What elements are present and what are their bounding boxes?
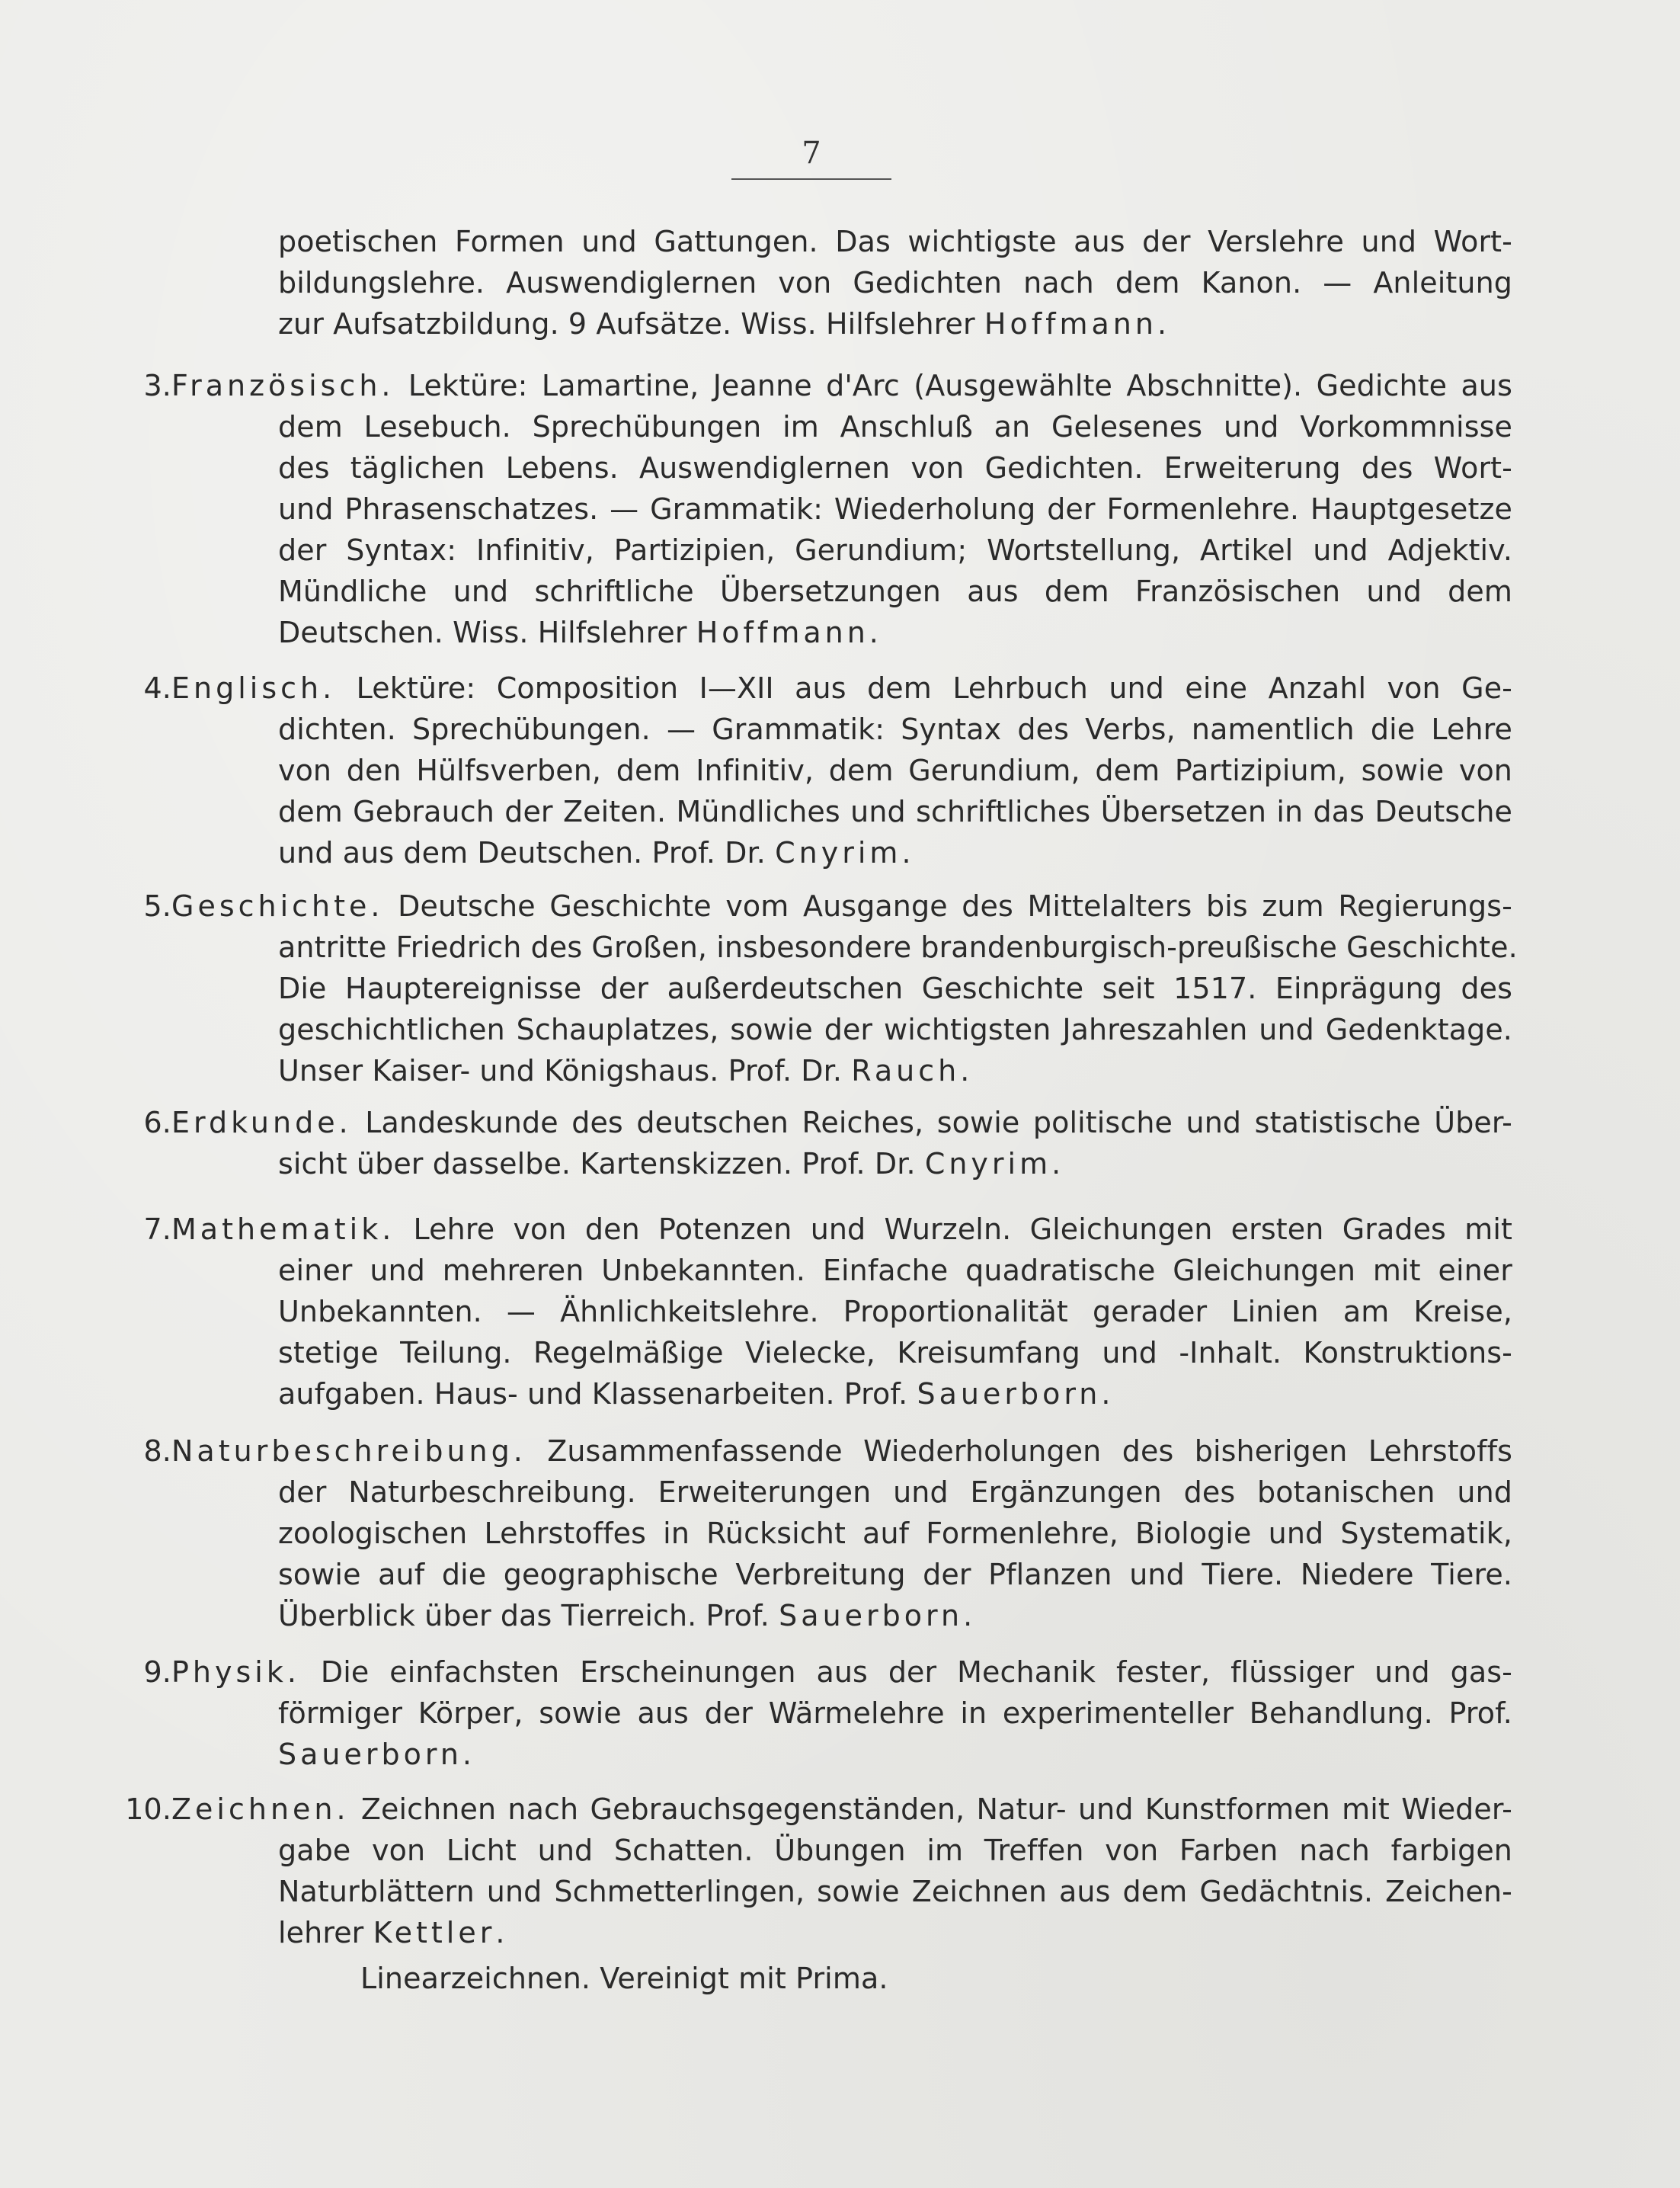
page-number-rule	[731, 178, 891, 180]
paragraph-line: dem Lesebuch. Sprechübungen im Anschluß an Gelesenes und Vorkommnisse	[278, 410, 1512, 444]
line-text: Deutschen. Wiss. Hilfslehrer	[278, 616, 696, 649]
line-text: Unser Kaiser- und Königshaus. Prof. Dr.	[278, 1054, 852, 1088]
teacher-end: .	[1157, 307, 1167, 341]
paragraph-line	[278, 1050, 1512, 1091]
section-first-line	[171, 886, 1512, 927]
paragraph-line: stetige Teilung. Regelmäßige Vielecke, Kreisumfang und -Inhalt. Konstruktions-	[278, 1336, 1512, 1370]
section-mathematik-body	[278, 1250, 1512, 1414]
line-text: Lehre von den Potenzen und Wurzeln. Gleichungen ersten Grades mit	[395, 1213, 1512, 1246]
paragraph-line	[278, 612, 1512, 653]
paragraph-line	[278, 1595, 1512, 1636]
section-number: 3.	[143, 369, 171, 402]
section-title: Geschichte.	[171, 889, 384, 923]
section-title: Mathematik.	[171, 1213, 395, 1246]
section-naturbeschreibung-body	[278, 1472, 1512, 1636]
section-number: 9.	[143, 1655, 171, 1689]
paragraph-line	[278, 1734, 1512, 1775]
paragraph-line: bildungslehre. Auswendiglernen von Gedichten nach dem Kanon. — Anleitung	[278, 266, 1512, 300]
paragraph-line: förmiger Körper, sowie aus der Wärmelehre in experimenteller Behandlung. Prof.	[278, 1696, 1512, 1730]
line-text: Lektüre: Lamartine, Jeanne d'Arc (Ausgewählte Abschnitte). Gedichte aus	[394, 369, 1512, 402]
teacher-name: Cnyrim	[775, 836, 902, 870]
section-geschichte-body	[278, 927, 1518, 1091]
section-first-line	[171, 365, 1512, 406]
paragraph-line: Mündliche und schriftliche Übersetzungen aus dem Französischen und dem	[278, 575, 1512, 608]
section-first-line	[171, 668, 1512, 709]
section-number: 5.	[143, 889, 171, 923]
section-physik-body	[278, 1693, 1512, 1775]
section-erdkunde-body	[278, 1143, 1512, 1184]
section-title: Naturbeschreibung.	[171, 1434, 526, 1468]
paragraph-line: Unbekannten. — Ähnlichkeitslehre. Proportionalität gerader Linien am Kreise,	[278, 1295, 1512, 1328]
section-englisch-body	[278, 709, 1512, 873]
section-title: Physik.	[171, 1655, 300, 1689]
paragraph-line: Linearzeichnen. Vereinigt mit Prima.	[360, 1962, 888, 1995]
teacher-name: Sauerborn	[779, 1599, 964, 1632]
line-text: Lektüre: Composition I—XII aus dem Lehrbuch und eine Anzahl von Ge-	[335, 671, 1512, 705]
paragraph-line	[278, 303, 1512, 344]
line-text: aufgaben. Haus- und Klassenarbeiten. Prof.	[278, 1377, 917, 1411]
section-franzoesisch-body	[278, 406, 1512, 653]
paragraph-line: der Naturbeschreibung. Erweiterungen und Ergänzungen des botanischen und	[278, 1475, 1512, 1509]
paragraph-line: gabe von Licht und Schatten. Übungen im Treffen von Farben nach farbigen	[278, 1834, 1512, 1867]
teacher-end: .	[901, 836, 911, 870]
section-title: Zeichnen.	[171, 1792, 350, 1826]
paragraph-line: des täglichen Lebens. Auswendiglernen von Gedichten. Erweiterung des Wort-	[278, 451, 1512, 485]
paragraph-line: sowie auf die geographische Verbreitung der Pflanzen und Tiere. Niedere Tiere.	[278, 1558, 1512, 1591]
line-text: sicht über dasselbe. Kartenskizzen. Prof. Dr.	[278, 1147, 925, 1180]
line-text: und aus dem Deutschen. Prof. Dr.	[278, 836, 776, 870]
teacher-end: .	[462, 1738, 472, 1771]
paragraph-line: zoologischen Lehrstoffes in Rücksicht auf Formenlehre, Biologie und Systematik,	[278, 1517, 1512, 1550]
teacher-name: Kettler	[373, 1916, 496, 1949]
paragraph-line	[278, 1143, 1512, 1184]
paragraph-line	[278, 1912, 1512, 1953]
teacher-name: Cnyrim	[924, 1147, 1052, 1180]
section-first-line	[171, 1102, 1512, 1143]
paragraph-line: dichten. Sprechübungen. — Grammatik: Syntax des Verbs, namentlich die Lehre	[278, 713, 1512, 746]
paragraph-line	[278, 832, 1512, 873]
section-number: 6.	[143, 1106, 171, 1139]
page-number: 7	[802, 136, 821, 171]
paragraph-line: der Syntax: Infinitiv, Partizipien, Gerundium; Wortstellung, Artikel und Adjektiv.	[278, 533, 1512, 567]
section-zeichnen-extra	[360, 1958, 1503, 1999]
teacher-name: Hoffmann	[696, 616, 869, 649]
teacher-end: .	[960, 1054, 970, 1088]
paragraph-line: antritte Friedrich des Großen, insbesondere brandenburgisch-preußische Geschichte.	[278, 931, 1518, 964]
line-text: lehrer	[278, 1916, 373, 1949]
paragraph-line: dem Gebrauch der Zeiten. Mündliches und schriftliches Übersetzen in das Deutsche	[278, 795, 1512, 828]
section-title: Erdkunde.	[171, 1106, 352, 1139]
continuation-paragraph	[278, 221, 1512, 344]
paragraph-line: Naturblättern und Schmetterlingen, sowie Zeichnen aus dem Gedächtnis. Zeichen-	[278, 1875, 1512, 1908]
paragraph-line: und Phrasenschatzes. — Grammatik: Wiederholung der Formenlehre. Hauptgesetze	[278, 492, 1512, 526]
section-first-line	[171, 1651, 1512, 1693]
line-text: Deutsche Geschichte vom Ausgange des Mittelalters bis zum Regierungs-	[383, 889, 1512, 923]
line-text: Die einfachsten Erscheinungen aus der Mechanik fester, flüssiger und gas-	[299, 1655, 1512, 1689]
paragraph-line	[278, 1373, 1512, 1414]
teacher-name: Sauerborn	[278, 1738, 462, 1771]
paragraph-line: einer und mehreren Unbekannten. Einfache quadratische Gleichungen mit einer	[278, 1254, 1512, 1287]
teacher-name: Hoffmann	[984, 307, 1157, 341]
section-title: Französisch.	[171, 369, 395, 402]
teacher-name: Rauch	[851, 1054, 961, 1088]
paragraph-line: geschichtlichen Schauplatzes, sowie der wichtigsten Jahreszahlen und Gedenktage.	[278, 1013, 1512, 1046]
line-text: zur Aufsatzbildung. 9 Aufsätze. Wiss. Hilfslehrer	[278, 307, 984, 341]
line-text: Zusammenfassende Wiederholungen des bisherigen Lehrstoffs	[526, 1434, 1512, 1468]
section-number: 7.	[143, 1213, 171, 1246]
section-first-line	[171, 1789, 1512, 1830]
teacher-end: .	[1101, 1377, 1111, 1411]
teacher-end: .	[1051, 1147, 1061, 1180]
paragraph-line: von den Hülfsverben, dem Infinitiv, dem Gerundium, dem Partizipium, sowie von	[278, 754, 1512, 787]
teacher-end: .	[495, 1916, 505, 1949]
section-number: 4.	[143, 671, 171, 705]
line-text: Landeskunde des deutschen Reiches, sowie politische und statistische Über-	[351, 1106, 1512, 1139]
section-first-line	[171, 1430, 1512, 1472]
line-text: Überblick über das Tierreich. Prof.	[278, 1599, 779, 1632]
teacher-end: .	[869, 616, 878, 649]
teacher-name: Sauerborn	[917, 1377, 1102, 1411]
paragraph-line: Die Hauptereignisse der außerdeutschen Geschichte seit 1517. Einprägung des	[278, 972, 1512, 1005]
section-title: Englisch.	[171, 671, 336, 705]
paragraph-line: poetischen Formen und Gattungen. Das wichtigste aus der Verslehre und Wort-	[278, 225, 1512, 258]
teacher-end: .	[963, 1599, 973, 1632]
section-zeichnen-body	[278, 1830, 1512, 1953]
section-first-line	[171, 1209, 1512, 1250]
section-number: 10.	[125, 1792, 171, 1826]
section-number: 8.	[143, 1434, 171, 1468]
line-text: Zeichnen nach Gebrauchsgegenständen, Natur- und Kunstformen mit Wieder-	[349, 1792, 1512, 1826]
